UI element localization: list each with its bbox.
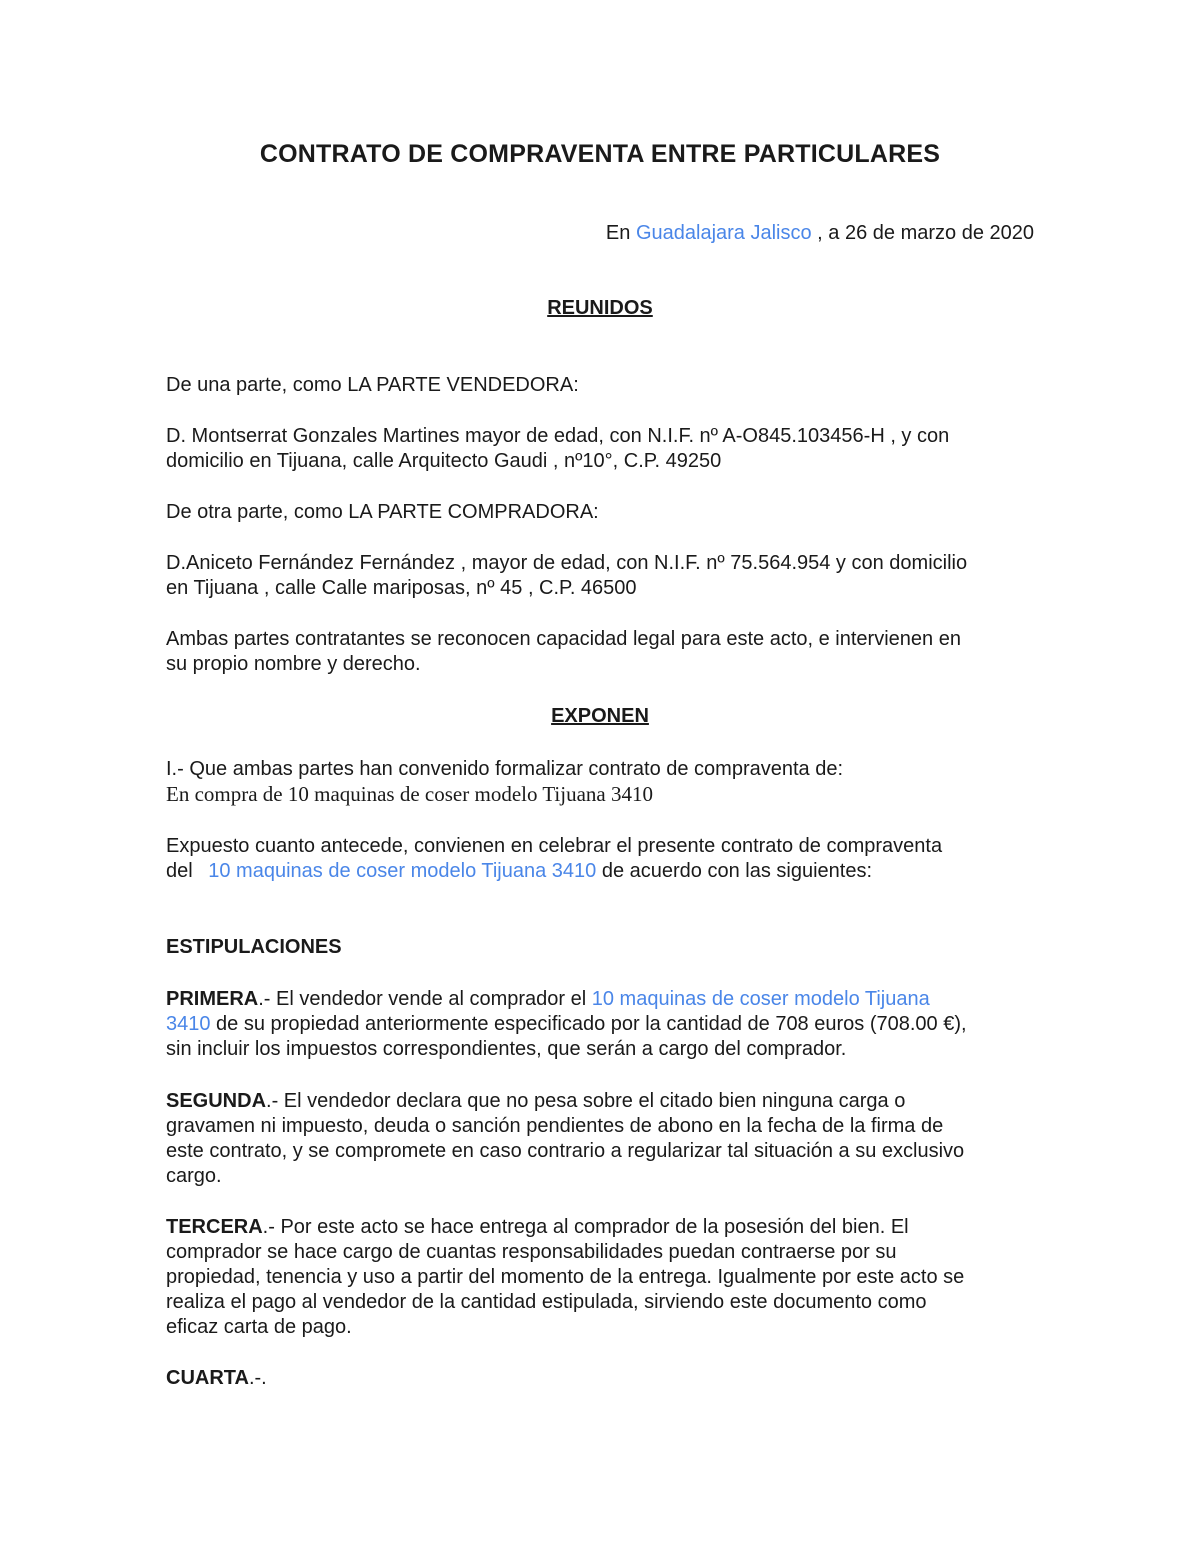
heading-exponen: EXPONEN — [551, 705, 649, 727]
capacity-line: su propio nombre y derecho. — [166, 653, 421, 675]
seller-details — [166, 424, 1036, 474]
dateline-date: , a 26 de marzo de 2020 — [817, 222, 1034, 244]
expuesto-line — [166, 859, 1036, 884]
clause-item: 3410 — [166, 1013, 211, 1035]
clause-segunda — [166, 1089, 1036, 1189]
clause-text: .- El vendedor vende al comprador el — [258, 988, 592, 1010]
clause-line: eficaz carta de pago. — [166, 1316, 352, 1338]
clause-text: .-. — [248, 1367, 267, 1389]
dateline-place: Guadalajara Jalisco — [635, 222, 812, 244]
dateline-prefix: En — [605, 222, 631, 244]
clause-primera — [166, 987, 1036, 1062]
clause-line: realiza el pago al vendedor de la cantidad estipulada, sirviendo este documento como — [166, 1291, 927, 1313]
exponen-item-line: I.- Que ambas partes han convenido formalizar contrato de compraventa de: — [166, 758, 844, 780]
clause-label: CUARTA — [166, 1367, 249, 1389]
exponen-item — [166, 757, 1036, 807]
clause-line — [166, 1012, 1036, 1037]
seller-line: D. Montserrat Gonzales Martines mayor de edad, con N.I.F. nº A-O845.103456-H , y con — [166, 425, 950, 447]
clause-line: este contrato, y se compromete en caso contrario a regularizar tal situación a su exclusivo — [166, 1140, 965, 1162]
expuesto-suffix: de acuerdo con las siguientes: — [596, 860, 873, 882]
capacity-paragraph — [166, 627, 1036, 677]
document-title: CONTRATO DE COMPRAVENTA ENTRE PARTICULARES — [259, 140, 941, 168]
clause-line: cargo. — [166, 1165, 222, 1187]
clause-cuarta — [166, 1366, 1036, 1391]
buyer-intro: De otra parte, como LA PARTE COMPRADORA: — [166, 501, 599, 523]
clause-line: comprador se hace cargo de cuantas responsabilidades puedan contraerse por su — [166, 1241, 897, 1263]
clause-tercera — [166, 1215, 1036, 1340]
clause-line: gravamen ni impuesto, deuda o sanción pendientes de abono en la fecha de la firma de — [166, 1115, 944, 1137]
clause-label: PRIMERA — [166, 988, 259, 1010]
dateline — [606, 222, 1034, 245]
heading-reunidos: REUNIDOS — [547, 297, 653, 319]
expuesto-line: Expuesto cuanto antecede, convienen en celebrar el presente contrato de compraventa — [166, 835, 943, 857]
clause-item: 10 maquinas de coser modelo Tijuana — [591, 988, 930, 1010]
expuesto-paragraph — [166, 834, 1036, 884]
buyer-line: D.Aniceto Fernández Fernández , mayor de edad, con N.I.F. nº 75.564.954 y con domicilio — [166, 552, 968, 574]
clause-line — [166, 1089, 1036, 1114]
clause-line — [166, 1215, 1036, 1240]
buyer-line: en Tijuana , calle Calle mariposas, nº 45 , C.P. 46500 — [166, 577, 637, 599]
expuesto-prefix: del — [166, 860, 199, 882]
capacity-line: Ambas partes contratantes se reconocen capacidad legal para este acto, e intervienen en — [166, 628, 961, 650]
seller-line: domicilio en Tijuana, calle Arquitecto Gaudi , nº10°, C.P. 49250 — [166, 450, 722, 472]
clause-label: TERCERA — [166, 1216, 263, 1238]
clause-label: SEGUNDA — [166, 1090, 267, 1112]
clause-text: .- Por este acto se hace entrega al comprador de la posesión del bien. El — [262, 1216, 909, 1238]
clause-text: .- El vendedor declara que no pesa sobre el citado bien ninguna carga o — [266, 1090, 906, 1112]
purchase-description: En compra de 10 maquinas de coser modelo Tijuana 3410 — [166, 782, 653, 806]
clause-text: de su propiedad anteriormente especificado por la cantidad de 708 euros (708.00 €), — [210, 1013, 967, 1035]
clause-line: propiedad, tenencia y uso a partir del momento de la entrega. Igualmente por este acto se — [166, 1266, 965, 1288]
heading-estipulaciones: ESTIPULACIONES — [166, 936, 342, 958]
clause-line — [166, 987, 1036, 1012]
expuesto-item: 10 maquinas de coser modelo Tijuana 3410 — [208, 860, 597, 882]
clause-line: sin incluir los impuestos correspondientes, que serán a cargo del comprador. — [166, 1038, 847, 1060]
seller-intro: De una parte, como LA PARTE VENDEDORA: — [166, 374, 579, 396]
buyer-details — [166, 551, 1036, 601]
